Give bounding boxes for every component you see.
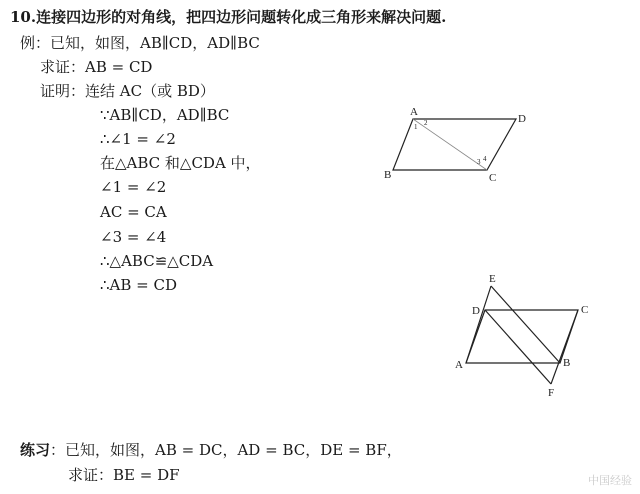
- segment-e-a: [466, 286, 491, 363]
- label-a: A: [410, 106, 418, 118]
- label-a2: A: [455, 359, 463, 371]
- example-prove: 求证：AB = CD: [40, 58, 153, 76]
- section-title: 10.连接四边形的对角线，把四边形问题转化成三角形来解决问题.: [10, 8, 447, 26]
- label-f: F: [548, 387, 555, 399]
- exercise-label: 练习: [20, 441, 51, 459]
- label-c: C: [489, 172, 497, 184]
- label-d: D: [518, 113, 526, 125]
- exercise-given: [20, 441, 402, 459]
- label-d2: D: [472, 305, 480, 317]
- segment-d-f: [485, 310, 551, 384]
- proof-step: ∴∠1 = ∠2: [100, 130, 176, 148]
- proof-step: ∴△ABC≌△CDA: [100, 252, 214, 270]
- proof-step: ∠3 = ∠4: [100, 228, 167, 246]
- angle-1: 1: [414, 123, 418, 131]
- watermark-text: 中国经验: [588, 475, 632, 487]
- proof-step: ∵AB∥CD，AD∥BC: [100, 106, 230, 124]
- segment-c-f: [551, 310, 578, 384]
- proof-step: ∴AB = CD: [100, 276, 178, 294]
- proof-step: 在△ABC 和△CDA 中，: [100, 154, 261, 172]
- proof-intro: 证明：连结 AC（或 BD）: [40, 82, 215, 100]
- label-b: B: [384, 169, 392, 181]
- segment-e-b: [491, 286, 560, 363]
- label-e: E: [489, 273, 496, 285]
- proof-step: AC = CA: [100, 203, 167, 221]
- proof-step: ∠1 = ∠2: [100, 178, 167, 196]
- angle-3: 3: [477, 158, 481, 166]
- angle-2: 2: [424, 119, 428, 127]
- angle-4: 4: [483, 155, 487, 163]
- label-c2: C: [581, 304, 589, 316]
- example-given: 例：已知，如图，AB∥CD，AD∥BC: [20, 34, 260, 52]
- label-b2: B: [563, 357, 571, 369]
- exercise-prove: 求证：BE = DF: [68, 466, 180, 484]
- exercise-text: ：已知，如图，AB = DC，AD = BC，DE = BF，: [50, 441, 402, 459]
